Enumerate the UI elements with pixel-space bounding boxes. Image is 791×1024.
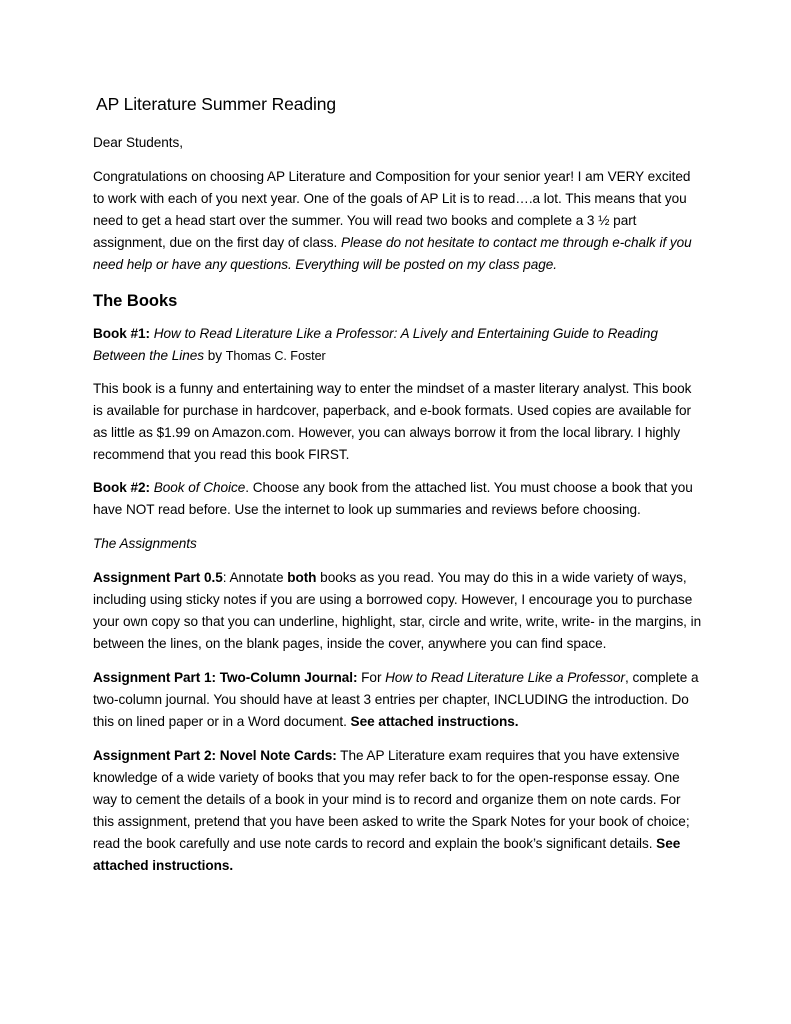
books-heading: The Books — [93, 292, 178, 310]
intro-paragraph — [93, 166, 703, 276]
book1-label: Book #1: — [93, 326, 151, 341]
document-title: AP Literature Summer Reading — [96, 94, 337, 114]
part05-text-b: books as you read. You may do this in a wide variety of ways, including using sticky notes if you are using a borrowed copy. However, I encourage you to purchase your own copy so that you can underline, highlight, star, circle and write, write, write- in the margins, in between the lines, on the blank pages, inside the cover, anywhere you can find space. — [93, 570, 702, 651]
assignments-heading: The Assignments — [93, 536, 197, 551]
intro-text: Congratulations on choosing AP Literature and Composition for your senior year! I am VERY excited to work with each of you next year. One of the goals of AP Lit is to read….a lot. This means that you need to get a head start over the summer. You will read two books and complete a 3 ½ part assignment, due on the first day of class. — [93, 169, 691, 250]
book2-text: . Choose any book from the attached list. You must choose a book that you have NOT read before. Use the internet to look up summaries and reviews before choosing. — [93, 480, 693, 517]
part05-text-a: : Annotate — [222, 570, 288, 585]
assignment-part-1 — [93, 667, 703, 733]
book2-entry — [93, 477, 703, 521]
book2-label: Book #2: — [93, 480, 151, 495]
assignment-part-0-5 — [93, 567, 703, 655]
part1-book-title: How to Read Literature Like a Professor — [385, 670, 625, 685]
part1-label: Assignment Part 1: Two-Column Journal: — [93, 670, 358, 685]
book1-by: by — [204, 348, 226, 363]
book1-title: How to Read Literature Like a Professor: A Lively and Entertaining Guide to Reading Between the Lines — [93, 326, 658, 363]
book2-title: Book of Choice — [153, 480, 246, 495]
document-page — [93, 92, 703, 877]
part2-label: Assignment Part 2: Novel Note Cards: — [93, 748, 337, 763]
book1-entry — [93, 323, 703, 367]
part1-see-instructions: See attached instructions. — [350, 714, 519, 729]
part1-text-a: For — [357, 670, 386, 685]
part2-text: The AP Literature exam requires that you have extensive knowledge of a wide variety of books that you may refer back to for the open-response essay. One way to cement the details of a book in your mind is to record and organize them on note cards. For this assignment, pretend that you have been asked to write the Spark Notes for your book of choice; read the book carefully and use note cards to record and explain the book’s significant details. — [93, 748, 690, 851]
part2-see-instructions: See attached instructions. — [93, 836, 681, 873]
book1-author: Thomas C. Foster — [225, 349, 326, 363]
assignment-part-2 — [93, 745, 703, 877]
intro-italic-note: Please do not hesitate to contact me through e-chalk if you need help or have any questions. Everything will be posted on my class page. — [93, 235, 692, 272]
book1-description: This book is a funny and entertaining way to enter the mindset of a master literary analyst. This book is available for purchase in hardcover, paperback, and e-book formats. Used copies are available for as little as $1.99 on Amazon.com. However, you can always borrow it from the local library. I highly recommend that you read this book FIRST. — [93, 381, 692, 462]
part05-label: Assignment Part 0.5 — [93, 570, 223, 585]
part05-emphasis: both — [287, 570, 317, 585]
salutation: Dear Students, — [93, 135, 183, 150]
part1-text-b: , complete a two-column journal. You should have at least 3 entries per chapter, INCLUDING the introduction. Do this on lined paper or in a Word document. — [93, 670, 699, 729]
